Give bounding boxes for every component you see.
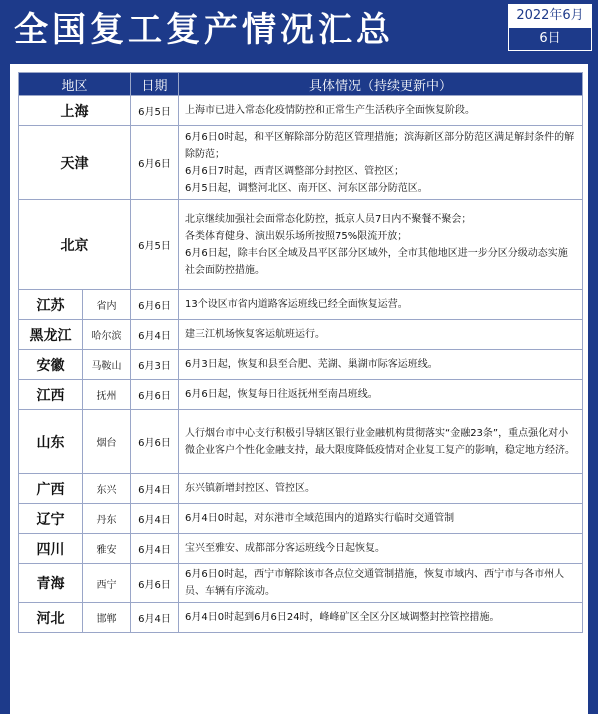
detail-line: 宝兴至雅安、成都部分客运班线今日起恢复。 bbox=[185, 543, 386, 554]
details-cell bbox=[179, 350, 583, 380]
summary-table bbox=[18, 72, 583, 633]
details-cell bbox=[179, 126, 583, 200]
province-cell: 江苏 bbox=[19, 290, 83, 320]
detail-line: 6月6日起，除丰台区全域及昌平区部分区域外，全市其他地区进一步分区分级动态实施社会面防控措施。 bbox=[185, 247, 568, 276]
detail-line: 建三江机场恢复客运航班运行。 bbox=[185, 329, 326, 340]
detail-line: 人行烟台市中心支行积极引导辖区银行业金融机构贯彻落实“金融23条”，重点强化对小微企业客户个性化金融支持，最大限度降低疫情对企业复工复产的影响，稳定地方经济。 bbox=[185, 427, 576, 456]
province-cell: 广西 bbox=[19, 474, 83, 504]
date-day: 6日 bbox=[509, 27, 591, 50]
detail-line: 上海市已进入常态化疫情防控和正常生产生活秩序全面恢复阶段。 bbox=[185, 105, 476, 116]
table-row bbox=[19, 504, 583, 534]
table-row bbox=[19, 603, 583, 633]
column-header-region: 地区 bbox=[19, 73, 131, 96]
city-cell: 雅安 bbox=[83, 534, 131, 564]
column-header-date: 日期 bbox=[131, 73, 179, 96]
detail-line: 6月3日起，恢复和县至合肥、芜湖、巢湖市际客运班线。 bbox=[185, 359, 438, 370]
table-row bbox=[19, 126, 583, 200]
city-cell: 抚州 bbox=[83, 380, 131, 410]
date-cell: 6月4日 bbox=[131, 603, 179, 633]
detail-line: 6月4日0时起到6月6日24时，峰峰矿区全区分区域调整封控管控措施。 bbox=[185, 612, 500, 623]
detail-line: 6月4日0时起，对东港市全域范围内的道路实行临时交通管制 bbox=[185, 513, 455, 524]
detail-line: 6月5日起，调整河北区、南开区、河东区部分防范区。 bbox=[185, 182, 428, 194]
city-cell: 烟台 bbox=[83, 410, 131, 474]
table-row bbox=[19, 320, 583, 350]
table-row bbox=[19, 380, 583, 410]
details-cell bbox=[179, 474, 583, 504]
table-body bbox=[19, 96, 583, 633]
province-cell: 河北 bbox=[19, 603, 83, 633]
details-cell bbox=[179, 410, 583, 474]
details-cell bbox=[179, 290, 583, 320]
province-cell: 青海 bbox=[19, 564, 83, 603]
table-row bbox=[19, 200, 583, 290]
table-row bbox=[19, 410, 583, 474]
detail-line: 6月6日7时起，西青区调整部分封控区、管控区； bbox=[185, 165, 405, 177]
province-cell: 江西 bbox=[19, 380, 83, 410]
table-row bbox=[19, 534, 583, 564]
detail-line: 各类体育健身、演出娱乐场所按照75%限流开放； bbox=[185, 230, 408, 242]
city-cell: 邯郸 bbox=[83, 603, 131, 633]
details-cell bbox=[179, 504, 583, 534]
details-cell bbox=[179, 380, 583, 410]
details-cell bbox=[179, 200, 583, 290]
page-title: 全国复工复产情况汇总 bbox=[14, 10, 394, 50]
header-banner bbox=[0, 0, 598, 62]
city-cell: 西宁 bbox=[83, 564, 131, 603]
details-cell bbox=[179, 564, 583, 603]
details-cell bbox=[179, 534, 583, 564]
detail-line: 6月6日0时起，西宁市解除该市各点位交通管制措施，恢复市域内、西宁市与各市州人员、车辆有序流动。 bbox=[185, 569, 565, 597]
province-cell: 安徽 bbox=[19, 350, 83, 380]
details-cell bbox=[179, 603, 583, 633]
table-row bbox=[19, 350, 583, 380]
detail-line: 东兴镇新增封控区、管控区。 bbox=[185, 483, 316, 494]
detail-line: 6月6日起，恢复每日往返抚州至南昌班线。 bbox=[185, 389, 378, 400]
date-cell: 6月6日 bbox=[131, 380, 179, 410]
table-row bbox=[19, 474, 583, 504]
table-row bbox=[19, 564, 583, 603]
date-cell: 6月4日 bbox=[131, 320, 179, 350]
date-cell: 6月4日 bbox=[131, 474, 179, 504]
date-cell: 6月6日 bbox=[131, 126, 179, 200]
date-cell: 6月5日 bbox=[131, 96, 179, 126]
date-cell: 6月6日 bbox=[131, 290, 179, 320]
province-cell: 北京 bbox=[19, 200, 131, 290]
table-row bbox=[19, 96, 583, 126]
content-panel bbox=[10, 64, 588, 714]
province-cell: 天津 bbox=[19, 126, 131, 200]
city-cell: 丹东 bbox=[83, 504, 131, 534]
table-row bbox=[19, 290, 583, 320]
details-cell bbox=[179, 96, 583, 126]
details-cell bbox=[179, 320, 583, 350]
province-cell: 黑龙江 bbox=[19, 320, 83, 350]
city-cell: 哈尔滨 bbox=[83, 320, 131, 350]
detail-line: 北京继续加强社会面常态化防控，抵京人员7日内不聚餐不聚会； bbox=[185, 213, 472, 225]
column-header-details: 具体情况（持续更新中） bbox=[179, 73, 583, 96]
date-year-month: 2022年6月 bbox=[509, 5, 591, 27]
detail-line: 6月6日0时起，和平区解除部分防范区管理措施；滨海新区部分防范区满足解封条件的解除防范； bbox=[185, 131, 575, 160]
province-cell: 上海 bbox=[19, 96, 131, 126]
date-cell: 6月5日 bbox=[131, 200, 179, 290]
date-box bbox=[508, 4, 592, 51]
province-cell: 辽宁 bbox=[19, 504, 83, 534]
city-cell: 马鞍山 bbox=[83, 350, 131, 380]
date-cell: 6月6日 bbox=[131, 564, 179, 603]
detail-line: 13个设区市省内道路客运班线已经全面恢复运营。 bbox=[185, 299, 408, 310]
province-cell: 四川 bbox=[19, 534, 83, 564]
date-cell: 6月4日 bbox=[131, 534, 179, 564]
city-cell: 省内 bbox=[83, 290, 131, 320]
date-cell: 6月4日 bbox=[131, 504, 179, 534]
table-header-row bbox=[19, 73, 583, 96]
date-cell: 6月6日 bbox=[131, 410, 179, 474]
province-cell: 山东 bbox=[19, 410, 83, 474]
city-cell: 东兴 bbox=[83, 474, 131, 504]
date-cell: 6月3日 bbox=[131, 350, 179, 380]
